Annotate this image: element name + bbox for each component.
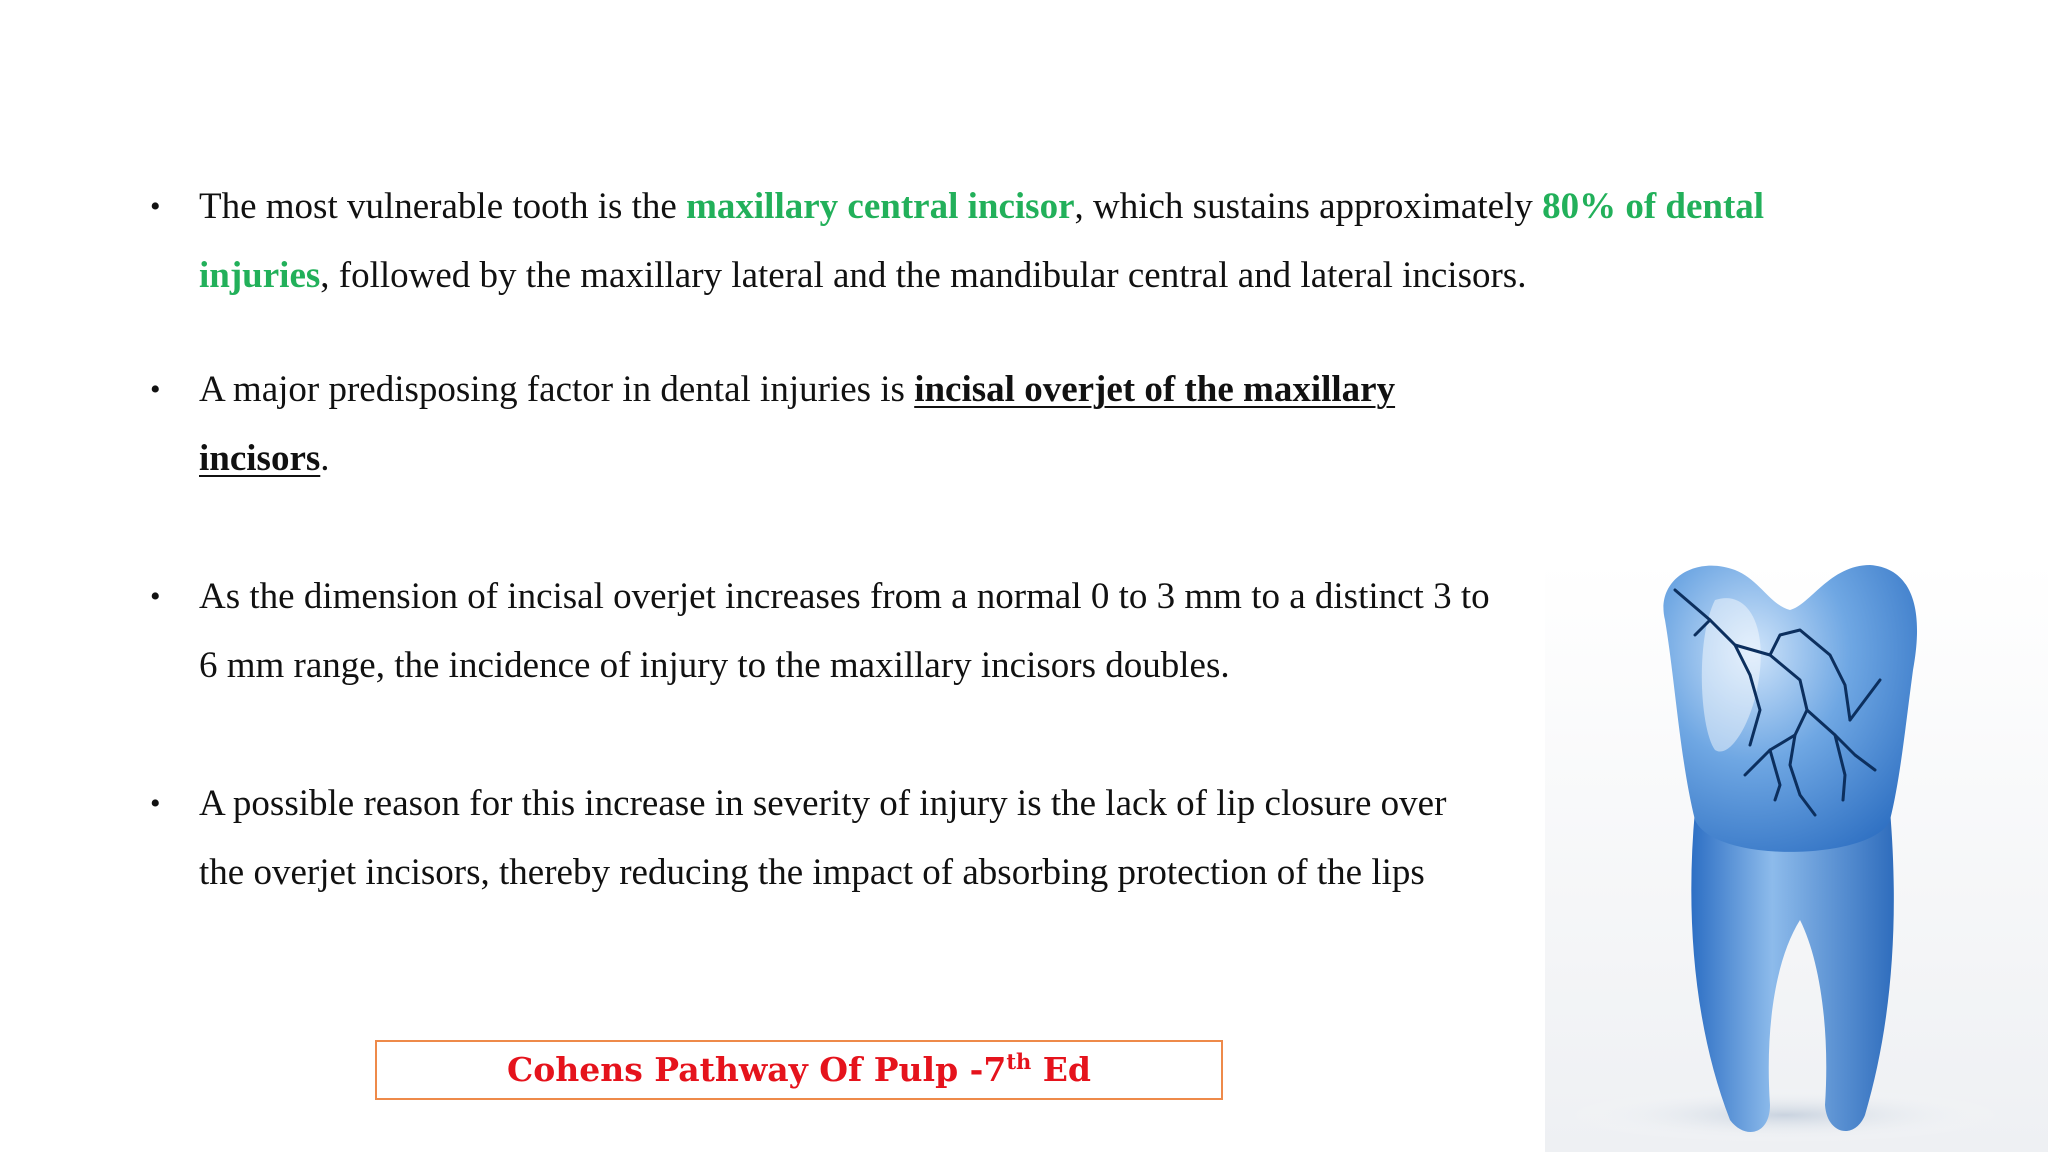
source-prefix: Cohens Pathway Of Pulp -7 <box>506 1050 1007 1089</box>
bullet-text-segment: A major predisposing factor in dental injuries is <box>199 369 915 410</box>
bullet-text <box>199 172 1899 310</box>
source-citation <box>375 1040 1223 1100</box>
highlight-80-percent: 80% of dental injuries <box>199 186 1765 296</box>
bullet-text-segment: . <box>320 438 330 479</box>
cracked-tooth-icon <box>1545 560 2048 1152</box>
bullet-text: As the dimension of incisal overjet increases from a normal 0 to 3 mm to a distinct 3 to 6 mm range, the incidence of injury to the maxillary incisors doubles. <box>199 576 1490 686</box>
highlight-maxillary-central-incisor: maxillary central incisor <box>686 186 1075 227</box>
bullet-text-segment: The most vulnerable tooth is the <box>199 186 687 227</box>
bullet-text-segment: , followed by the maxillary lateral and the mandibular central and lateral incisors. <box>320 255 1527 296</box>
bullet-marker: • <box>150 190 161 223</box>
bullet-marker: • <box>150 580 161 613</box>
bullet-text: A possible reason for this increase in severity of injury is the lack of lip closure over the overjet incisors, thereby reducing the impact of absorbing protection of the lips <box>199 783 1447 893</box>
bullet-marker: • <box>150 373 161 406</box>
bullet-text-segment: , which sustains approximately <box>1074 186 1543 227</box>
highlight-incisal-overjet: incisal overjet of the maxillary incisors <box>199 369 1396 479</box>
bullet-text <box>199 355 1499 493</box>
bullet-marker: • <box>150 787 161 820</box>
source-suffix: Ed <box>1031 1050 1091 1089</box>
source-superscript: th <box>1006 1049 1032 1074</box>
